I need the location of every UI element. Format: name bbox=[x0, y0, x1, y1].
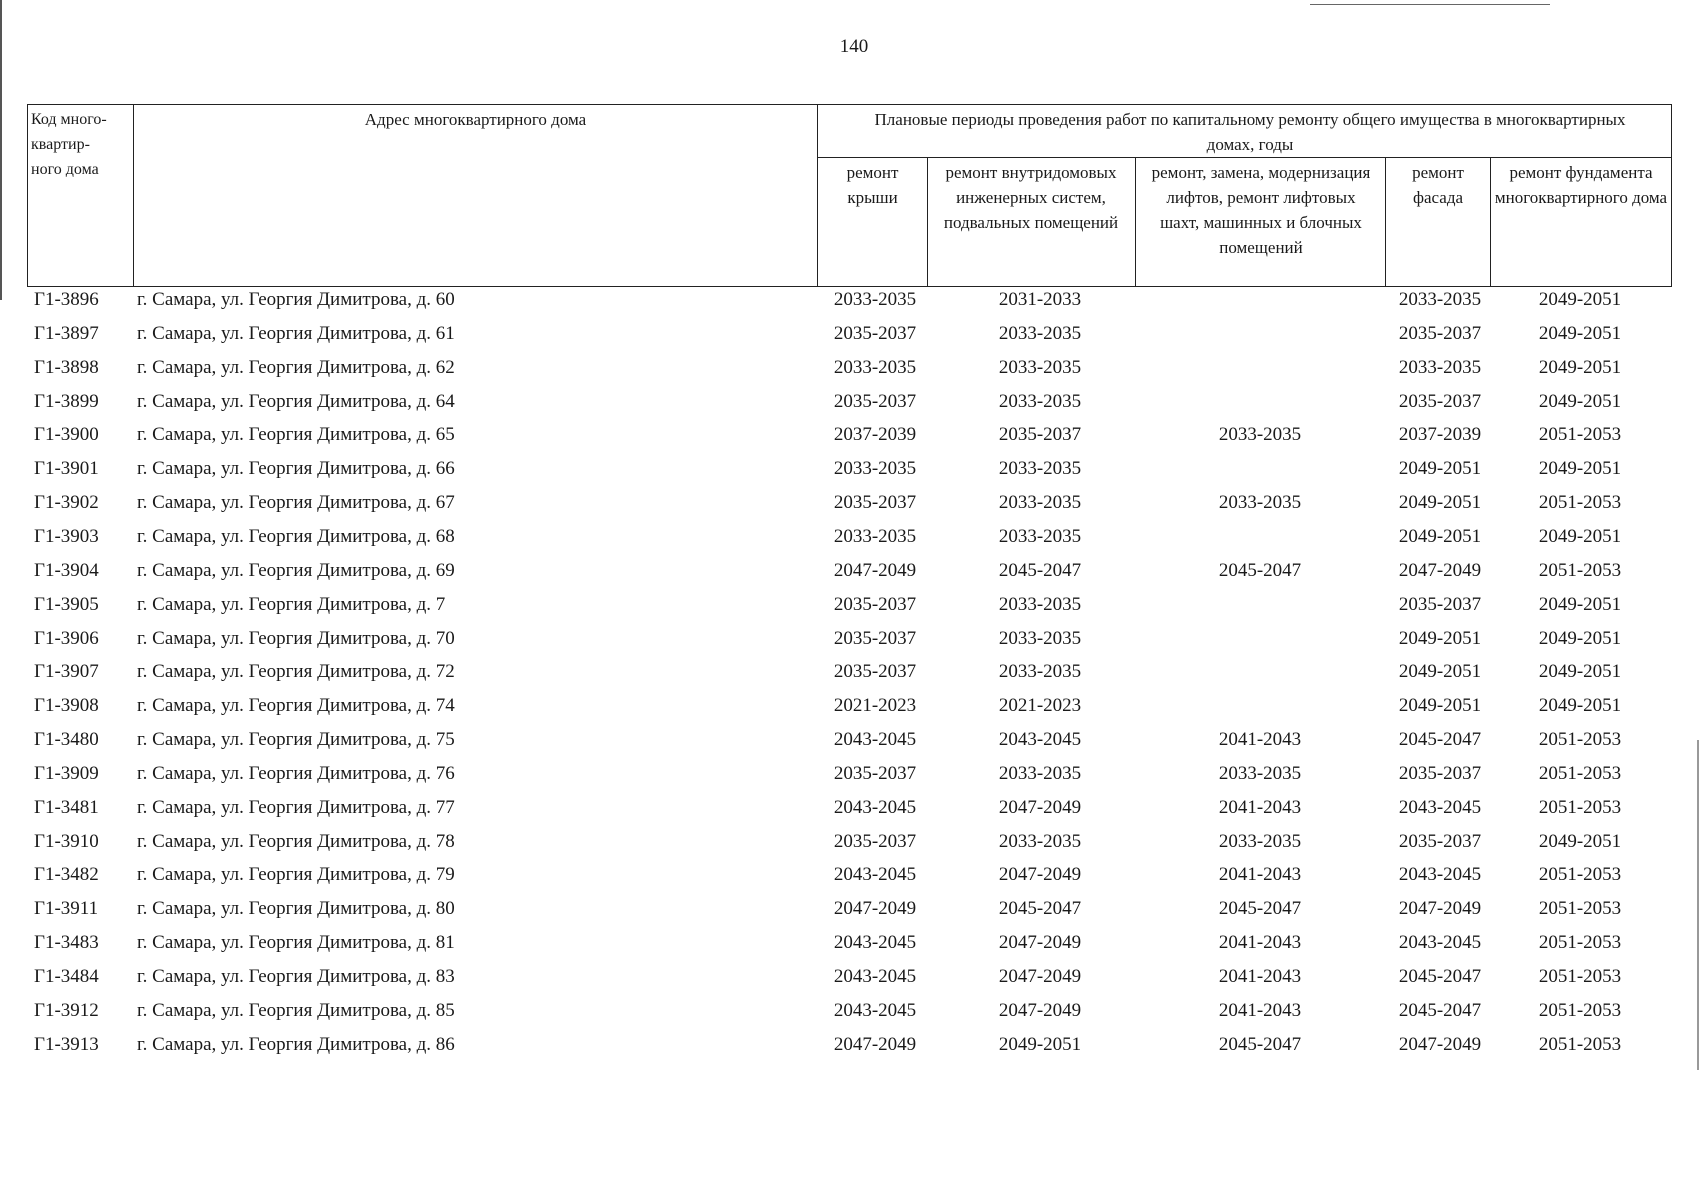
cell-code: Г1-3482 bbox=[34, 864, 99, 886]
cell-roof: 2033-2035 bbox=[833, 525, 917, 547]
cell-code: Г1-3897 bbox=[34, 322, 99, 344]
header-engineering: ремонт внутридомовых инженерных систем, подвальных помещений bbox=[943, 163, 1119, 232]
cell-facade: 2033-2035 bbox=[1398, 289, 1482, 310]
table-row bbox=[0, 894, 1708, 928]
cell-foundation: 2051-2053 bbox=[1538, 966, 1622, 987]
cell-facade: 2049-2051 bbox=[1398, 661, 1482, 683]
cell-address: г. Самара, ул. Георгия Димитрова, д. 78 bbox=[137, 830, 455, 852]
cell-facade: 2049-2051 bbox=[1398, 492, 1482, 514]
cell-engineering: 2033-2035 bbox=[998, 390, 1082, 412]
cell-code: Г1-3904 bbox=[34, 559, 99, 581]
cell-roof: 2035-2037 bbox=[833, 830, 917, 852]
table-row bbox=[0, 454, 1708, 488]
header-facade: ремонт фасада bbox=[1412, 163, 1464, 207]
cell-address: г. Самара, ул. Георгия Димитрова, д. 66 bbox=[137, 458, 455, 480]
cell-engineering: 2047-2049 bbox=[998, 932, 1082, 954]
cell-roof: 2037-2039 bbox=[833, 424, 917, 446]
cell-code: Г1-3910 bbox=[34, 830, 99, 852]
cell-engineering: 2033-2035 bbox=[998, 525, 1082, 547]
table-row bbox=[0, 860, 1708, 894]
cell-facade: 2045-2047 bbox=[1398, 729, 1482, 751]
table-row bbox=[0, 725, 1708, 759]
cell-roof: 2047-2049 bbox=[833, 1033, 917, 1055]
cell-roof: 2043-2045 bbox=[833, 796, 917, 818]
cell-foundation: 2051-2053 bbox=[1538, 762, 1622, 784]
cell-engineering: 2033-2035 bbox=[998, 593, 1082, 615]
cell-roof: 2035-2037 bbox=[833, 390, 917, 412]
table-row bbox=[0, 962, 1708, 996]
cell-address: г. Самара, ул. Георгия Димитрова, д. 72 bbox=[137, 661, 455, 683]
cell-code: Г1-3898 bbox=[34, 356, 99, 378]
cell-foundation: 2051-2053 bbox=[1538, 424, 1622, 446]
cell-address: г. Самара, ул. Георгия Димитрова, д. 69 bbox=[137, 559, 455, 581]
table-row bbox=[0, 996, 1708, 1030]
header-divider bbox=[927, 158, 928, 287]
cell-facade: 2035-2037 bbox=[1398, 830, 1482, 852]
cell-roof: 2035-2037 bbox=[833, 661, 917, 683]
table-row bbox=[0, 691, 1708, 725]
cell-lifts: 2033-2035 bbox=[1218, 492, 1302, 514]
header-periods: Плановые периоды проведения работ по капитальному ремонту общего имущества в многоквартирных домах, годы bbox=[874, 110, 1626, 154]
cell-lifts: 2045-2047 bbox=[1218, 559, 1302, 581]
cell-lifts: 2041-2043 bbox=[1218, 864, 1302, 886]
cell-address: г. Самара, ул. Георгия Димитрова, д. 77 bbox=[137, 796, 455, 818]
cell-engineering: 2033-2035 bbox=[998, 762, 1082, 784]
cell-lifts: 2045-2047 bbox=[1218, 1033, 1302, 1055]
cell-facade: 2043-2045 bbox=[1398, 796, 1482, 818]
cell-engineering: 2047-2049 bbox=[998, 864, 1082, 886]
cell-facade: 2049-2051 bbox=[1398, 458, 1482, 480]
table-row bbox=[0, 759, 1708, 793]
cell-address: г. Самара, ул. Георгия Димитрова, д. 75 bbox=[137, 729, 455, 751]
cell-facade: 2049-2051 bbox=[1398, 525, 1482, 547]
cell-address: г. Самара, ул. Георгия Димитрова, д. 67 bbox=[137, 492, 455, 514]
cell-roof: 2033-2035 bbox=[833, 289, 917, 310]
cell-address: г. Самара, ул. Георгия Димитрова, д. 7 bbox=[137, 593, 446, 615]
cell-code: Г1-3909 bbox=[34, 762, 99, 784]
cell-foundation: 2051-2053 bbox=[1538, 492, 1622, 514]
cell-address: г. Самара, ул. Георгия Димитрова, д. 62 bbox=[137, 356, 455, 378]
cell-roof: 2043-2045 bbox=[833, 864, 917, 886]
cell-engineering: 2047-2049 bbox=[998, 796, 1082, 818]
cell-engineering: 2033-2035 bbox=[998, 830, 1082, 852]
cell-foundation: 2051-2053 bbox=[1538, 932, 1622, 954]
cell-address: г. Самара, ул. Георгия Димитрова, д. 64 bbox=[137, 390, 455, 412]
cell-engineering: 2033-2035 bbox=[998, 627, 1082, 649]
cell-roof: 2033-2035 bbox=[833, 356, 917, 378]
cell-code: Г1-3912 bbox=[34, 999, 99, 1021]
cell-facade: 2047-2049 bbox=[1398, 559, 1482, 581]
cell-address: г. Самара, ул. Георгия Димитрова, д. 61 bbox=[137, 322, 455, 344]
cell-code: Г1-3901 bbox=[34, 458, 99, 480]
cell-foundation: 2049-2051 bbox=[1538, 390, 1622, 412]
cell-address: г. Самара, ул. Георгия Димитрова, д. 83 bbox=[137, 966, 455, 987]
cell-facade: 2035-2037 bbox=[1398, 322, 1482, 344]
cell-facade: 2049-2051 bbox=[1398, 695, 1482, 717]
header-address: Адрес многоквартирного дома bbox=[364, 110, 587, 129]
cell-code: Г1-3484 bbox=[34, 966, 99, 987]
cell-facade: 2047-2049 bbox=[1398, 898, 1482, 920]
cell-facade: 2043-2045 bbox=[1398, 864, 1482, 886]
cell-code: Г1-3483 bbox=[34, 932, 99, 954]
cell-foundation: 2049-2051 bbox=[1538, 356, 1622, 378]
cell-address: г. Самара, ул. Георгия Димитрова, д. 65 bbox=[137, 424, 455, 446]
cell-foundation: 2049-2051 bbox=[1538, 695, 1622, 717]
header-divider bbox=[817, 104, 818, 287]
cell-facade: 2035-2037 bbox=[1398, 593, 1482, 615]
table-row bbox=[0, 387, 1708, 421]
cell-foundation: 2051-2053 bbox=[1538, 898, 1622, 920]
cell-code: Г1-3907 bbox=[34, 661, 99, 683]
cell-address: г. Самара, ул. Георгия Димитрова, д. 60 bbox=[137, 289, 455, 310]
cell-engineering: 2033-2035 bbox=[998, 322, 1082, 344]
header-foundation: ремонт фундамента многоквартирного дома bbox=[1494, 163, 1668, 207]
cell-foundation: 2051-2053 bbox=[1538, 1033, 1622, 1055]
cell-engineering: 2047-2049 bbox=[998, 999, 1082, 1021]
cell-roof: 2047-2049 bbox=[833, 559, 917, 581]
cell-address: г. Самара, ул. Георгия Димитрова, д. 76 bbox=[137, 762, 455, 784]
cell-code: Г1-3900 bbox=[34, 424, 99, 446]
header-lifts: ремонт, замена, модернизация лифтов, ремонт лифтовых шахт, машинных и блочных помещений bbox=[1151, 163, 1371, 257]
cell-roof: 2035-2037 bbox=[833, 627, 917, 649]
cell-code: Г1-3911 bbox=[34, 898, 99, 920]
cell-engineering: 2049-2051 bbox=[998, 1033, 1082, 1055]
cell-code: Г1-3906 bbox=[34, 627, 99, 649]
header-divider bbox=[1135, 158, 1136, 287]
cell-foundation: 2051-2053 bbox=[1538, 796, 1622, 818]
cell-address: г. Самара, ул. Георгия Димитрова, д. 70 bbox=[137, 627, 455, 649]
cell-lifts: 2045-2047 bbox=[1218, 898, 1302, 920]
cell-roof: 2043-2045 bbox=[833, 729, 917, 751]
cell-roof: 2035-2037 bbox=[833, 593, 917, 615]
cell-roof: 2035-2037 bbox=[833, 762, 917, 784]
cell-facade: 2047-2049 bbox=[1398, 1033, 1482, 1055]
cell-address: г. Самара, ул. Георгия Димитрова, д. 79 bbox=[137, 864, 455, 886]
table-row bbox=[0, 1030, 1708, 1064]
cell-address: г. Самара, ул. Георгия Димитрова, д. 74 bbox=[137, 695, 455, 717]
table-row bbox=[0, 590, 1708, 624]
table-row bbox=[0, 522, 1708, 556]
cell-facade: 2035-2037 bbox=[1398, 762, 1482, 784]
cell-lifts: 2041-2043 bbox=[1218, 966, 1302, 987]
cell-lifts: 2033-2035 bbox=[1218, 424, 1302, 446]
cell-lifts: 2041-2043 bbox=[1218, 932, 1302, 954]
table-row bbox=[0, 353, 1708, 387]
cell-foundation: 2049-2051 bbox=[1538, 525, 1622, 547]
cell-foundation: 2049-2051 bbox=[1538, 627, 1622, 649]
cell-foundation: 2051-2053 bbox=[1538, 559, 1622, 581]
table-row bbox=[0, 657, 1708, 691]
cell-roof: 2035-2037 bbox=[833, 322, 917, 344]
cell-code: Г1-3908 bbox=[34, 695, 99, 717]
cell-facade: 2045-2047 bbox=[1398, 966, 1482, 987]
cell-engineering: 2035-2037 bbox=[998, 424, 1082, 446]
table-row bbox=[0, 556, 1708, 590]
cell-code: Г1-3480 bbox=[34, 729, 99, 751]
cell-address: г. Самара, ул. Георгия Димитрова, д. 68 bbox=[137, 525, 455, 547]
cell-engineering: 2043-2045 bbox=[998, 729, 1082, 751]
cell-roof: 2047-2049 bbox=[833, 898, 917, 920]
page-number: 140 bbox=[839, 36, 869, 57]
cell-roof: 2035-2037 bbox=[833, 492, 917, 514]
cell-engineering: 2021-2023 bbox=[998, 695, 1082, 717]
cell-foundation: 2051-2053 bbox=[1538, 729, 1622, 751]
cell-engineering: 2045-2047 bbox=[998, 559, 1082, 581]
cell-roof: 2021-2023 bbox=[833, 695, 917, 717]
cell-engineering: 2033-2035 bbox=[998, 492, 1082, 514]
cell-engineering: 2033-2035 bbox=[998, 661, 1082, 683]
cell-lifts: 2041-2043 bbox=[1218, 999, 1302, 1021]
cell-facade: 2037-2039 bbox=[1398, 424, 1482, 446]
cell-code: Г1-3905 bbox=[34, 593, 99, 615]
header-divider bbox=[817, 157, 1672, 158]
cell-roof: 2043-2045 bbox=[833, 932, 917, 954]
header-roof: ремонт крыши bbox=[846, 163, 899, 207]
table-row bbox=[0, 928, 1708, 962]
table-row bbox=[0, 285, 1708, 319]
cell-facade: 2035-2037 bbox=[1398, 390, 1482, 412]
cell-lifts: 2033-2035 bbox=[1218, 830, 1302, 852]
cell-code: Г1-3903 bbox=[34, 525, 99, 547]
table-row bbox=[0, 793, 1708, 827]
table-row bbox=[0, 488, 1708, 522]
cell-foundation: 2049-2051 bbox=[1538, 830, 1622, 852]
table-row bbox=[0, 420, 1708, 454]
cell-foundation: 2049-2051 bbox=[1538, 458, 1622, 480]
table-row bbox=[0, 827, 1708, 861]
cell-facade: 2033-2035 bbox=[1398, 356, 1482, 378]
cell-code: Г1-3913 bbox=[34, 1033, 99, 1055]
cell-engineering: 2047-2049 bbox=[998, 966, 1082, 987]
header-divider bbox=[1385, 158, 1386, 287]
cell-engineering: 2033-2035 bbox=[998, 458, 1082, 480]
cell-facade: 2045-2047 bbox=[1398, 999, 1482, 1021]
cell-address: г. Самара, ул. Георгия Димитрова, д. 80 bbox=[137, 898, 455, 920]
cell-code: Г1-3899 bbox=[34, 390, 99, 412]
cell-foundation: 2051-2053 bbox=[1538, 864, 1622, 886]
cell-engineering: 2033-2035 bbox=[998, 356, 1082, 378]
cell-engineering: 2045-2047 bbox=[998, 898, 1082, 920]
cell-lifts: 2033-2035 bbox=[1218, 762, 1302, 784]
table-row bbox=[0, 319, 1708, 353]
header-code: Код много- квартир- ного дома bbox=[31, 111, 107, 178]
table-row bbox=[0, 624, 1708, 658]
cell-foundation: 2049-2051 bbox=[1538, 322, 1622, 344]
cell-address: г. Самара, ул. Георгия Димитрова, д. 86 bbox=[137, 1033, 455, 1055]
cell-roof: 2033-2035 bbox=[833, 458, 917, 480]
cell-lifts: 2041-2043 bbox=[1218, 729, 1302, 751]
cell-roof: 2043-2045 bbox=[833, 999, 917, 1021]
cell-engineering: 2031-2033 bbox=[998, 289, 1082, 310]
cell-code: Г1-3896 bbox=[34, 289, 99, 310]
cell-foundation: 2049-2051 bbox=[1538, 661, 1622, 683]
cell-code: Г1-3902 bbox=[34, 492, 99, 514]
cell-foundation: 2049-2051 bbox=[1538, 289, 1622, 310]
cell-facade: 2043-2045 bbox=[1398, 932, 1482, 954]
scan-top-mark bbox=[1310, 4, 1550, 5]
cell-facade: 2049-2051 bbox=[1398, 627, 1482, 649]
cell-foundation: 2049-2051 bbox=[1538, 593, 1622, 615]
cell-roof: 2043-2045 bbox=[833, 966, 917, 987]
cell-foundation: 2051-2053 bbox=[1538, 999, 1622, 1021]
cell-code: Г1-3481 bbox=[34, 796, 99, 818]
cell-address: г. Самара, ул. Георгия Димитрова, д. 85 bbox=[137, 999, 455, 1021]
cell-address: г. Самара, ул. Георгия Димитрова, д. 81 bbox=[137, 932, 455, 954]
cell-lifts: 2041-2043 bbox=[1218, 796, 1302, 818]
